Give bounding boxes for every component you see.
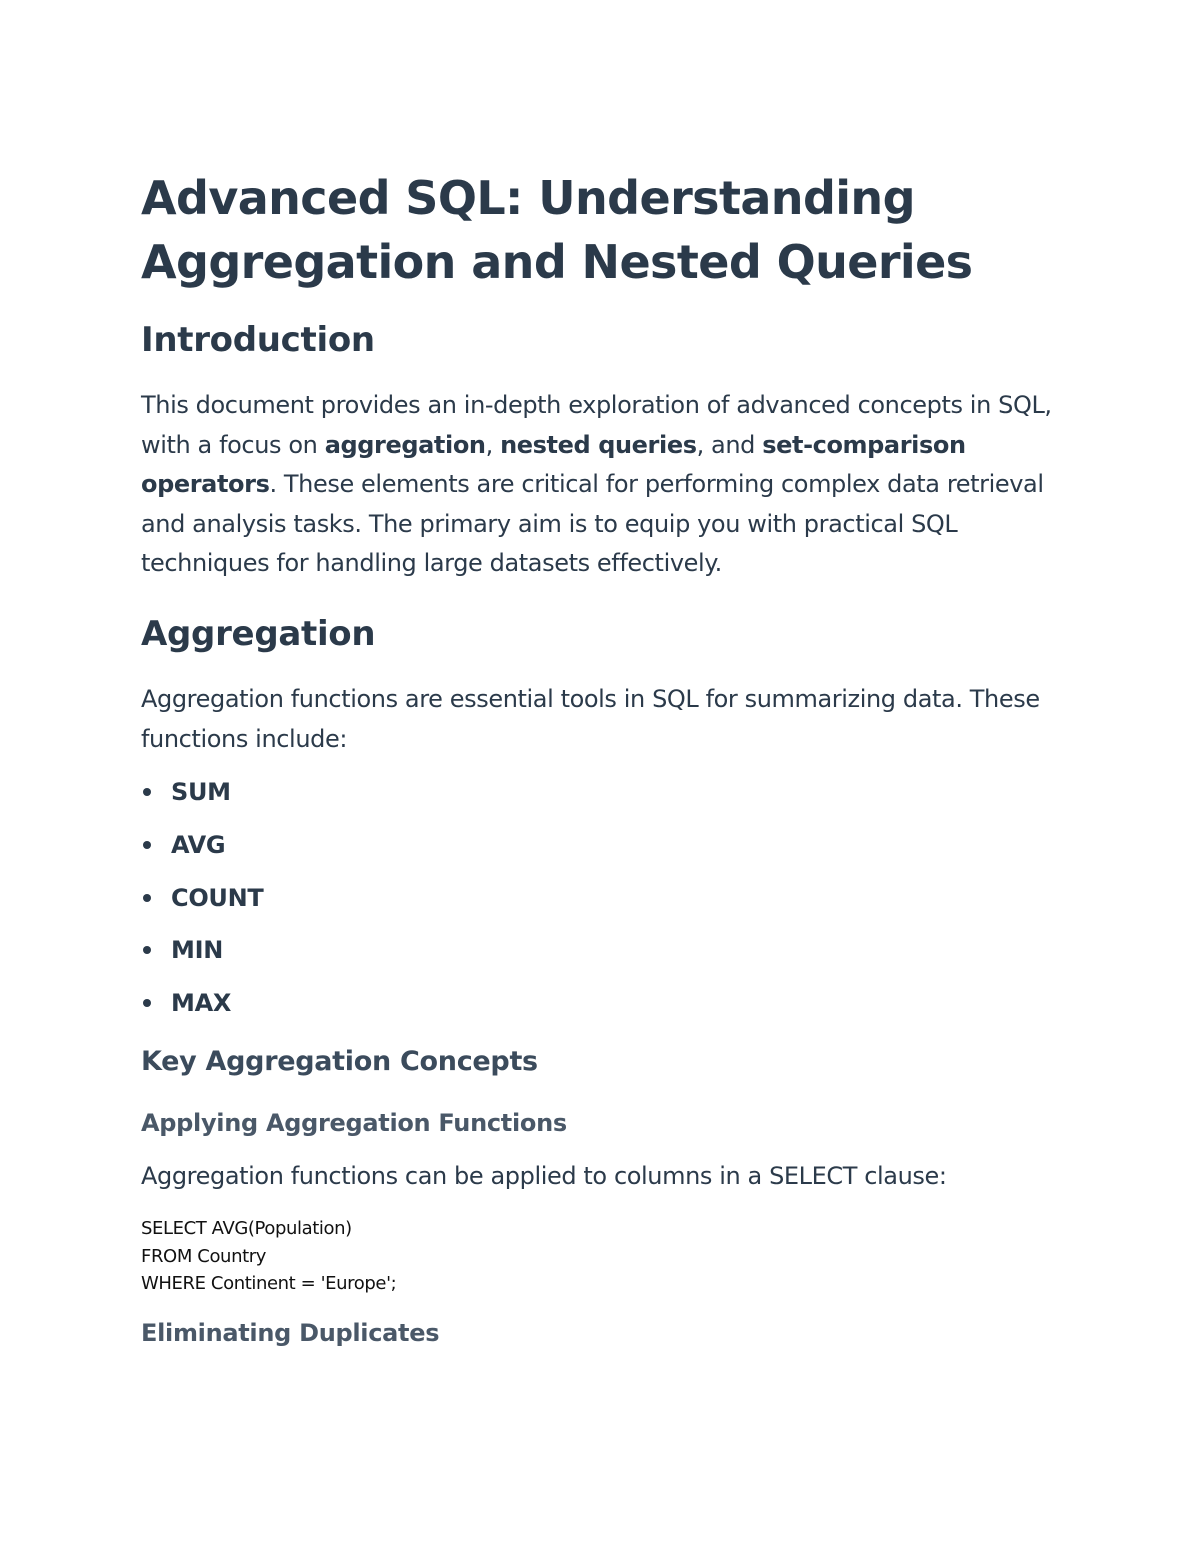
sql-code-block bbox=[141, 1215, 396, 1298]
list-item bbox=[141, 878, 263, 931]
list-item bbox=[141, 825, 263, 878]
document-title: Advanced SQL: Understanding Aggregation and Nested Queries bbox=[141, 171, 973, 289]
bullet-icon bbox=[143, 999, 151, 1007]
function-max: MAX bbox=[171, 989, 232, 1018]
code-line: FROM Country bbox=[141, 1245, 266, 1267]
intro-bold-aggregation: aggregation bbox=[324, 430, 486, 459]
bullet-icon bbox=[143, 788, 151, 796]
list-item bbox=[141, 983, 263, 1036]
list-item bbox=[141, 930, 263, 983]
aggregation-heading: Aggregation bbox=[141, 614, 376, 654]
code-line: WHERE Continent = 'Europe'; bbox=[141, 1273, 397, 1294]
intro-text-start: This document provides an in-depth exploration of advanced concepts in SQL, with a focus on bbox=[141, 391, 1052, 459]
intro-text-end: . These elements are critical for performing complex data retrieval and analysis tasks. The primary aim is to equip you with practical SQL techniques for handling large datasets effectively. bbox=[141, 470, 1044, 578]
bullet-icon bbox=[143, 841, 151, 849]
intro-separator-2: , and bbox=[696, 430, 763, 459]
key-concepts-heading: Key Aggregation Concepts bbox=[141, 1046, 538, 1077]
aggregation-paragraph: Aggregation functions are essential tools in SQL for summarizing data. These functions include: bbox=[141, 685, 1040, 753]
intro-bold-nested-queries: nested queries bbox=[500, 430, 697, 459]
intro-bold-set-comparison: set-comparison operators bbox=[141, 430, 966, 499]
introduction-heading: Introduction bbox=[141, 320, 375, 360]
list-item bbox=[141, 772, 263, 825]
aggregation-function-list bbox=[141, 772, 263, 1036]
bullet-icon bbox=[143, 894, 151, 902]
intro-separator-1: , bbox=[485, 430, 501, 459]
eliminating-duplicates-heading: Eliminating Duplicates bbox=[141, 1319, 440, 1347]
applying-functions-paragraph: Aggregation functions can be applied to columns in a SELECT clause: bbox=[141, 1162, 947, 1190]
function-min: MIN bbox=[171, 936, 223, 965]
function-avg: AVG bbox=[171, 830, 226, 859]
bullet-icon bbox=[143, 946, 151, 954]
function-count: COUNT bbox=[171, 883, 264, 912]
applying-functions-heading: Applying Aggregation Functions bbox=[141, 1109, 567, 1137]
code-line: SELECT AVG(Population) bbox=[141, 1218, 352, 1239]
function-sum: SUM bbox=[171, 778, 231, 806]
introduction-paragraph bbox=[141, 386, 1061, 584]
